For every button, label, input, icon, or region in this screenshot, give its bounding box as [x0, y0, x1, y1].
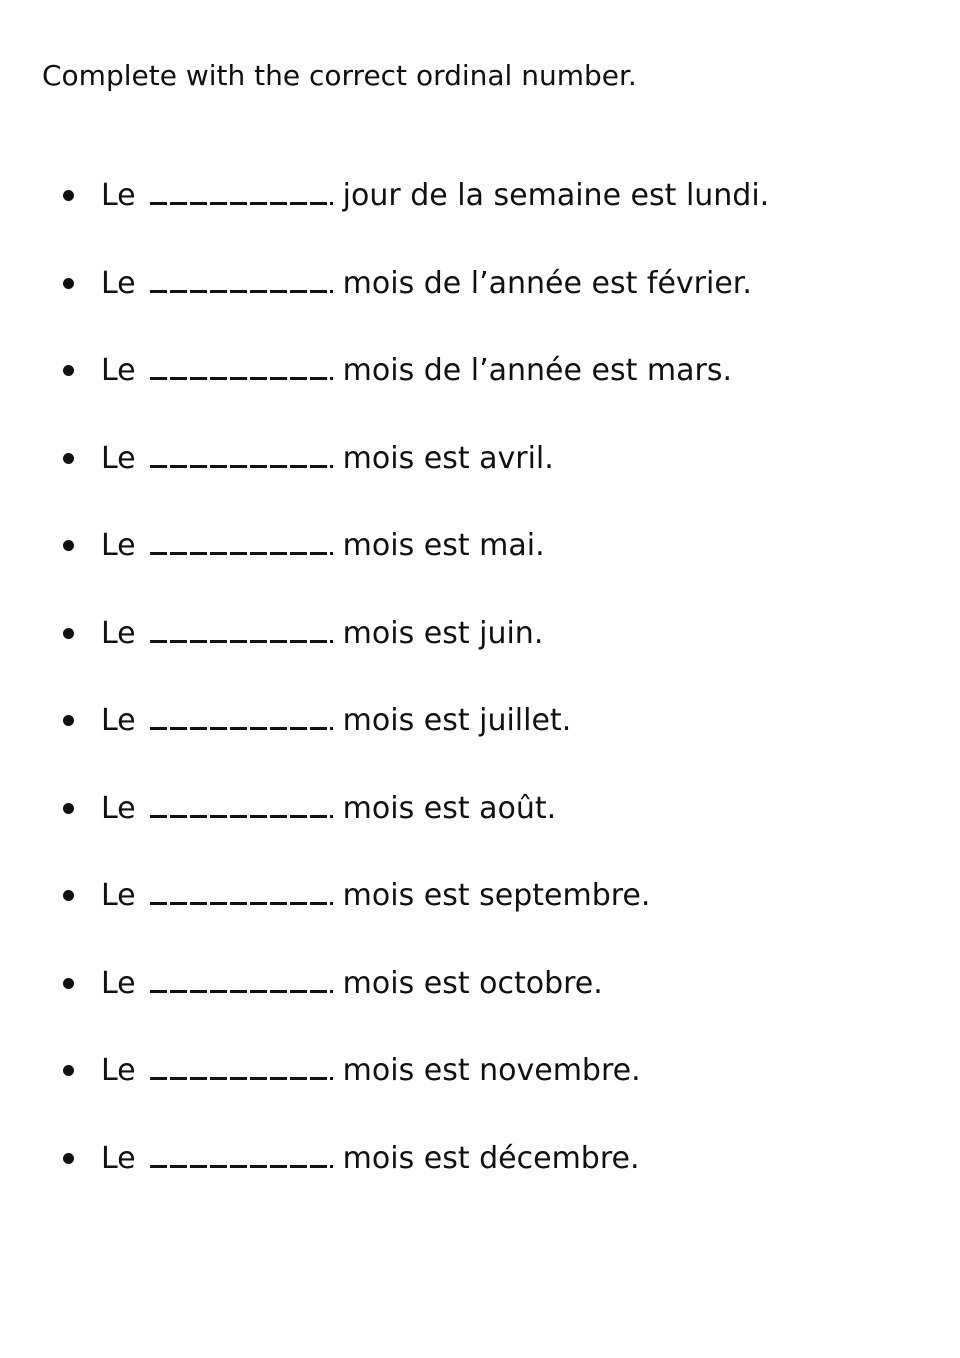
sentence: [101, 349, 732, 393]
sentence-suffix: mois est avril.: [342, 440, 554, 476]
bullet-icon: [63, 1065, 74, 1076]
answer-blank[interactable]: [150, 990, 333, 993]
sentence: [101, 699, 571, 743]
bullet-icon: [63, 190, 74, 201]
sentence: [101, 874, 650, 918]
sentence-suffix: mois est mai.: [342, 528, 545, 563]
sentence-prefix: Le: [101, 965, 136, 1001]
sentence-prefix: Le: [101, 178, 136, 213]
answer-blank[interactable]: [150, 1165, 333, 1168]
answer-blank[interactable]: [150, 552, 333, 555]
list-item: [0, 699, 900, 787]
sentence-suffix: mois est juin.: [342, 615, 544, 651]
sentence-prefix: Le: [101, 528, 136, 563]
sentence-suffix: mois est décembre.: [342, 1140, 640, 1176]
sentence: [101, 1049, 641, 1093]
sentence-prefix: Le: [101, 1053, 136, 1088]
answer-blank[interactable]: [150, 640, 333, 643]
sentence: [101, 437, 554, 481]
sentence-prefix: Le: [101, 703, 136, 738]
list-item: [0, 437, 900, 525]
list-item: [0, 962, 900, 1050]
answer-blank[interactable]: [150, 465, 333, 468]
sentence: [101, 962, 603, 1006]
list-item: [0, 524, 900, 612]
sentence-suffix: jour de la semaine est lundi.: [342, 178, 770, 213]
sentence: [101, 787, 556, 831]
answer-blank[interactable]: [150, 290, 333, 293]
bullet-icon: [63, 803, 74, 814]
sentence: [101, 174, 769, 218]
sentence: [101, 262, 752, 306]
list-item: [0, 174, 900, 262]
sentence: [101, 524, 545, 568]
sentence-prefix: Le: [101, 1140, 136, 1176]
list-item: [0, 349, 900, 437]
sentence-prefix: Le: [101, 353, 136, 388]
bullet-icon: [63, 1153, 74, 1164]
sentence-suffix: mois est août.: [342, 790, 557, 826]
sentence-prefix: Le: [101, 615, 136, 651]
answer-blank[interactable]: [150, 202, 333, 205]
sentence: [101, 612, 543, 656]
sentence-suffix: mois est juillet.: [342, 703, 572, 738]
bullet-icon: [63, 453, 74, 464]
answer-blank[interactable]: [150, 1077, 333, 1080]
sentence-prefix: Le: [101, 265, 136, 301]
answer-blank[interactable]: [150, 727, 333, 730]
list-item: [0, 612, 900, 700]
bullet-icon: [63, 715, 74, 726]
sentence-prefix: Le: [101, 440, 136, 476]
bullet-icon: [63, 365, 74, 376]
sentence: [101, 1137, 640, 1181]
list-item: [0, 1137, 900, 1225]
instruction-text: Complete with the correct ordinal number.: [42, 59, 637, 92]
bullet-icon: [63, 628, 74, 639]
sentence-suffix: mois est octobre.: [342, 965, 603, 1001]
sentence-prefix: Le: [101, 790, 136, 826]
sentence-suffix: mois de l’année est février.: [342, 265, 752, 301]
bullet-icon: [63, 978, 74, 989]
list-item: [0, 262, 900, 350]
sentence-suffix: mois de l’année est mars.: [342, 353, 732, 388]
bullet-icon: [63, 278, 74, 289]
answer-blank[interactable]: [150, 815, 333, 818]
sentence-prefix: Le: [101, 878, 136, 913]
sentence-suffix: mois est novembre.: [342, 1053, 641, 1088]
list-item: [0, 1049, 900, 1137]
list-item: [0, 874, 900, 962]
bullet-icon: [63, 540, 74, 551]
answer-blank[interactable]: [150, 902, 333, 905]
sentence-list: [0, 174, 900, 1224]
answer-blank[interactable]: [150, 377, 333, 380]
sentence-suffix: mois est septembre.: [342, 878, 651, 913]
list-item: [0, 787, 900, 875]
bullet-icon: [63, 890, 74, 901]
